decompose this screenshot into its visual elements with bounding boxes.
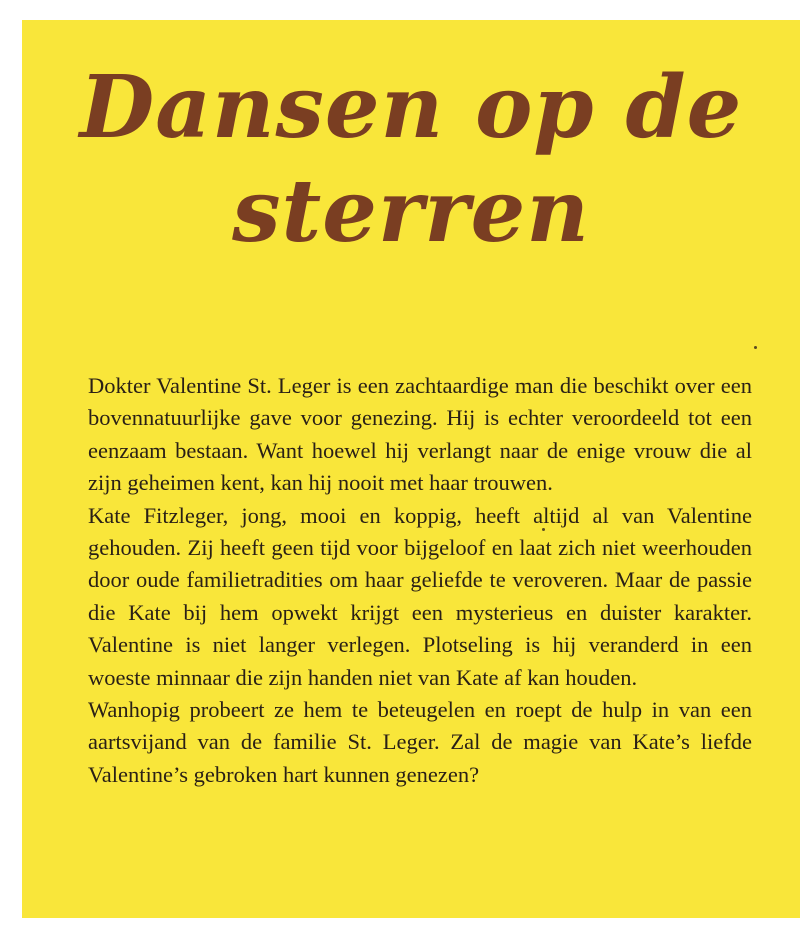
book-title: [22, 56, 800, 264]
title-line-1: Dansen op de: [79, 57, 743, 158]
speck: [542, 528, 545, 531]
blurb-paragraph-1: Dokter Valentine St. Leger is een zachtaardige man die beschikt over een bovennatuurlijke gave voor genezing. Hij is echter veroordeeld tot een eenzaam bestaan. Want hoewel hij verlangt naar de enige vrouw die al zijn geheimen kent, kan hij nooit met haar trouwen.: [88, 373, 752, 496]
blurb-paragraph-2: Kate Fitzleger, jong, mooi en koppig, heeft altijd al van Valentine gehouden. Zij heeft geen tijd voor bijgeloof en laat zich niet weerhouden door oude familietradities om haar geliefde te veroveren. Maar de passie die Kate bij hem opwekt krijgt een mysterieus en duister karakter. Valentine is niet langer verlegen. Plotseling is hij veranderd in een woeste minnaar die zijn handen niet van Kate af kan houden.: [88, 502, 752, 690]
blurb: [88, 370, 752, 791]
blurb-paragraph-3: Wanhopig probeert ze hem te beteugelen en roept de hulp in van een aartsvijand van de familie St. Leger. Zal de magie van Kate’s liefde Valentine’s gebroken hart kunnen genezen?: [88, 697, 752, 787]
title-line-2: sterren: [232, 161, 590, 262]
speck: [754, 346, 757, 349]
book-back-cover: [22, 20, 800, 918]
